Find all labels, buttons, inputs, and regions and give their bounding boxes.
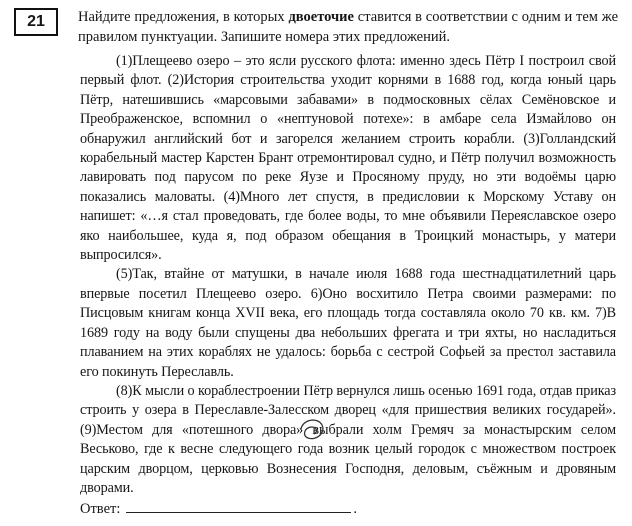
paragraph-3: (8)К мысли о кораблестроении Пётр вернулся лишь осенью 1691 года, отдав приказ строить у озера в Переславле-Залесском дворец «для пришествия великих государей». (9)Местом для «потешного двора» выбрали холм Гремяч за монастырским селом Веськово, где к весне следующего года возник целый городок с множеством построек царским дворцом, церковью Вознесения Господня, деловым, съёжным и дровяным дворами. [80, 382, 616, 496]
answer-blank[interactable] [126, 498, 351, 513]
answer-row [80, 498, 357, 518]
answer-label: Ответ: [80, 501, 121, 517]
source-text [80, 52, 616, 498]
task-number: 21 [27, 13, 45, 30]
pen-mark-icon [298, 413, 328, 443]
task-prompt [78, 7, 618, 47]
paragraph-1: (1)Плещеево озеро – это ясли русского флота: именно здесь Пётр I построил свой первый флот. (2)История строительства уходит корнями в 1688 год, когда юный царь Пётр, натешившись «марсовыми забавами» в подмосковных сёлах Семёновское и Преображенское, вспомнил о «нептуновой потехе»: в амбаре села Измайлово он обнаружил английский бот и загорелся желанием строить корабли. (3)Голландский корабельный мастер Карстен Брант отремонтировал судно, и Пётр получил возможность лавировать под парусом по реке Яузе и Просяному пруду, но эти водоёмы царю показались маловаты. (4)Много лет спустя, в предисловии к Морскому Уставу он напишет: «…я стал проведовать, где более воды, то мне объявили Переяславское озеро яко наибольшее, куда я, под образом обещания в Троицкий монастырь, у матери выпросился». [80, 53, 616, 264]
prompt-keyword: двоеточие [288, 9, 354, 25]
prompt-text-start: Найдите предложения, в которых [78, 9, 289, 25]
paragraph-2: (5)Так, втайне от матушки, в начале июля 1688 года шестнадцатилетний царь впервые посетил Плещеево озеро. 6)Оно восхитило Петра своими размерами: по Писцовым книгам конца XVII века, его площадь тогда составляла около 70 кв. км. 7)В 1689 году на воду были спущены два небольших фрегата и три яхты, но насладиться плаванием на этих кораблях не удалось: борьба с сестрой Софьей за престол заставила его покинуть Переславль. [80, 266, 616, 380]
prompt-text-end: ставится в соответствии с одним и тем же правилом пунктуации. Запишите номера этих предложений. [78, 9, 619, 45]
answer-end-dot: . [353, 501, 357, 517]
task-number-box [14, 8, 58, 36]
